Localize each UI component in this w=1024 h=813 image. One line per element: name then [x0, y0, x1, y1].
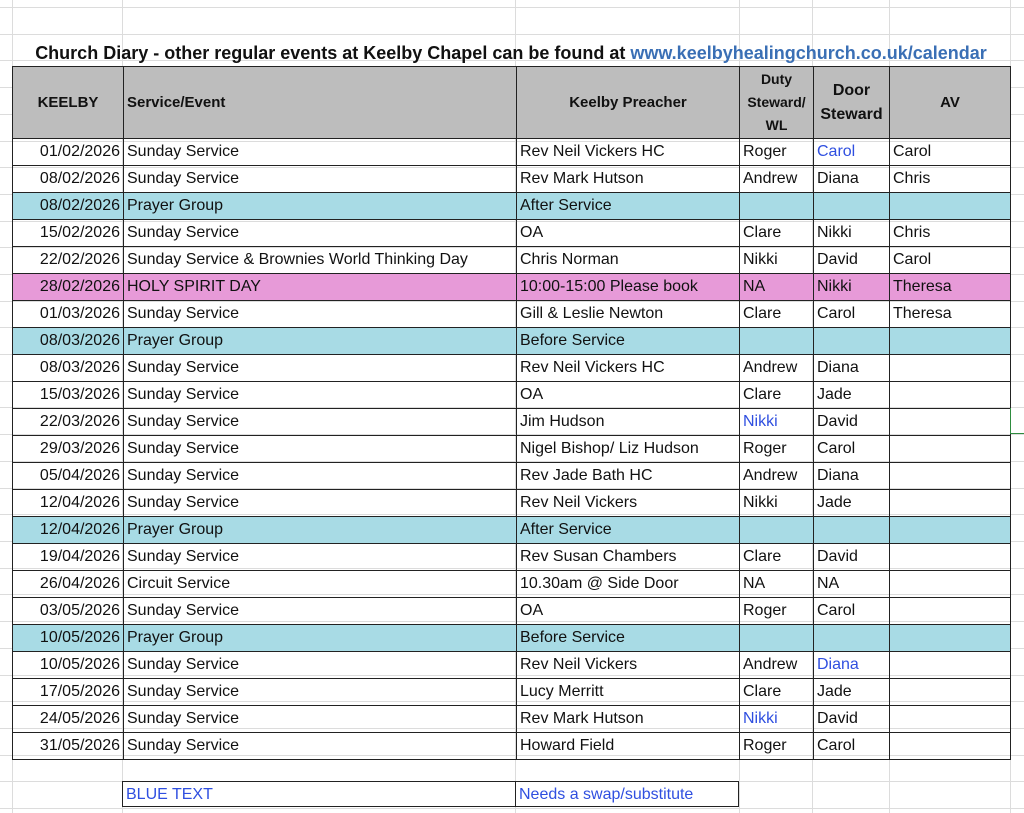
cell-date[interactable]: 22/03/2026 — [13, 409, 124, 436]
cell-event[interactable]: Sunday Service — [124, 139, 517, 166]
table-row — [13, 247, 1011, 274]
cell-door[interactable]: Jade — [814, 382, 890, 409]
cell-preacher[interactable]: Rev Mark Hutson — [517, 166, 740, 193]
cell-date[interactable]: 26/04/2026 — [13, 571, 124, 598]
cell-av[interactable] — [890, 436, 1011, 463]
cell-duty[interactable]: Andrew — [740, 463, 814, 490]
cell-door[interactable]: David — [814, 706, 890, 733]
cell-preacher[interactable]: Rev Neil Vickers HC — [517, 139, 740, 166]
cell-event[interactable]: Sunday Service — [124, 409, 517, 436]
cell-date[interactable]: 01/02/2026 — [13, 139, 124, 166]
cell-door[interactable]: David — [814, 247, 890, 274]
table-row — [13, 733, 1011, 760]
cell-preacher[interactable]: Lucy Merritt — [517, 679, 740, 706]
cell-av[interactable] — [890, 382, 1011, 409]
cell-av[interactable]: Carol — [890, 139, 1011, 166]
cell-preacher[interactable]: 10:00-15:00 Please book — [517, 274, 740, 301]
cell-date[interactable]: 12/04/2026 — [13, 490, 124, 517]
header-row — [13, 67, 1011, 139]
cell-date[interactable]: 24/05/2026 — [13, 706, 124, 733]
cell-av[interactable] — [890, 544, 1011, 571]
cell-event[interactable]: HOLY SPIRIT DAY — [124, 274, 517, 301]
cell-preacher[interactable]: Jim Hudson — [517, 409, 740, 436]
cell-av[interactable]: Chris — [890, 166, 1011, 193]
gridline — [0, 808, 1024, 809]
cell-preacher[interactable]: Gill & Leslie Newton — [517, 301, 740, 328]
cell-duty[interactable]: Clare — [740, 220, 814, 247]
cell-door[interactable]: Nikki — [814, 274, 890, 301]
prayer-group-row — [13, 517, 1011, 544]
cell-av[interactable] — [890, 517, 1011, 544]
cell-event[interactable]: Sunday Service — [124, 463, 517, 490]
cell-date[interactable]: 10/05/2026 — [13, 652, 124, 679]
legend-meaning[interactable]: Needs a swap/substitute — [515, 781, 739, 807]
cell-door[interactable]: Carol — [814, 139, 890, 166]
table-row — [13, 355, 1011, 382]
cell-event[interactable]: Sunday Service — [124, 652, 517, 679]
cell-event[interactable]: Sunday Service — [124, 301, 517, 328]
cell-date[interactable]: 08/02/2026 — [13, 166, 124, 193]
cell-av[interactable] — [890, 328, 1011, 355]
cell-av[interactable] — [890, 463, 1011, 490]
cell-av[interactable] — [890, 355, 1011, 382]
cell-duty[interactable]: Nikki — [740, 409, 814, 436]
cell-preacher[interactable]: Rev Jade Bath HC — [517, 463, 740, 490]
cell-event[interactable]: Circuit Service — [124, 571, 517, 598]
header-av[interactable]: AV — [890, 67, 1011, 139]
table-row — [13, 571, 1011, 598]
cell-date[interactable]: 08/03/2026 — [13, 355, 124, 382]
table-row — [13, 598, 1011, 625]
table-row — [13, 436, 1011, 463]
cell-preacher[interactable]: Rev Neil Vickers HC — [517, 355, 740, 382]
cell-duty[interactable]: Clare — [740, 544, 814, 571]
cell-date[interactable]: 28/02/2026 — [13, 274, 124, 301]
cell-duty[interactable]: Nikki — [740, 247, 814, 274]
cell-duty[interactable] — [740, 328, 814, 355]
cell-preacher[interactable]: Rev Mark Hutson — [517, 706, 740, 733]
selected-cell-outline — [1010, 408, 1024, 434]
table-row — [13, 382, 1011, 409]
cell-door[interactable] — [814, 193, 890, 220]
cell-preacher[interactable]: Before Service — [517, 625, 740, 652]
cell-preacher[interactable]: OA — [517, 382, 740, 409]
cell-door[interactable]: Carol — [814, 598, 890, 625]
header-event[interactable]: Service/Event — [124, 67, 517, 139]
cell-duty[interactable]: Andrew — [740, 355, 814, 382]
cell-duty[interactable]: Roger — [740, 733, 814, 760]
cell-preacher[interactable]: Rev Neil Vickers — [517, 490, 740, 517]
cell-av[interactable] — [890, 490, 1011, 517]
table-row — [13, 220, 1011, 247]
cell-duty[interactable]: Roger — [740, 598, 814, 625]
cell-date[interactable]: 22/02/2026 — [13, 247, 124, 274]
cell-door[interactable]: Carol — [814, 733, 890, 760]
cell-door[interactable]: Diana — [814, 166, 890, 193]
holy-spirit-day-row — [13, 274, 1011, 301]
cell-duty[interactable]: Nikki — [740, 490, 814, 517]
cell-duty[interactable] — [740, 625, 814, 652]
cell-duty[interactable]: Andrew — [740, 166, 814, 193]
cell-door[interactable]: Nikki — [814, 220, 890, 247]
cell-date[interactable]: 29/03/2026 — [13, 436, 124, 463]
cell-duty[interactable]: Andrew — [740, 652, 814, 679]
cell-duty[interactable]: Clare — [740, 301, 814, 328]
cell-event[interactable]: Sunday Service — [124, 355, 517, 382]
cell-duty[interactable]: Roger — [740, 436, 814, 463]
cell-door[interactable]: Jade — [814, 679, 890, 706]
cell-av[interactable]: Chris — [890, 220, 1011, 247]
cell-door[interactable] — [814, 328, 890, 355]
cell-av[interactable] — [890, 598, 1011, 625]
header-date[interactable]: KEELBY — [13, 67, 124, 139]
cell-av[interactable] — [890, 679, 1011, 706]
cell-event[interactable]: Sunday Service — [124, 382, 517, 409]
cell-av[interactable] — [890, 625, 1011, 652]
cell-date[interactable]: 08/02/2026 — [13, 193, 124, 220]
gridline — [0, 7, 1024, 8]
prayer-group-row — [13, 328, 1011, 355]
church-diary-table — [12, 66, 1011, 760]
page-title — [12, 40, 1010, 66]
table-row — [13, 652, 1011, 679]
cell-preacher[interactable]: After Service — [517, 193, 740, 220]
cell-duty[interactable]: NA — [740, 274, 814, 301]
header-door-steward[interactable]: Door Steward — [814, 67, 890, 139]
cell-event[interactable]: Sunday Service & Brownies World Thinking Day — [124, 247, 517, 274]
calendar-link[interactable]: www.keelbyhealingchurch.co.uk/calendar — [630, 43, 987, 63]
cell-duty[interactable]: Roger — [740, 139, 814, 166]
cell-door[interactable]: David — [814, 409, 890, 436]
cell-date[interactable]: 03/05/2026 — [13, 598, 124, 625]
cell-event[interactable]: Sunday Service — [124, 544, 517, 571]
header-duty-steward[interactable]: Duty Steward/ WL — [740, 67, 814, 139]
diary-body — [13, 139, 1011, 760]
cell-preacher[interactable]: Before Service — [517, 328, 740, 355]
cell-event[interactable]: Sunday Service — [124, 706, 517, 733]
cell-av[interactable] — [890, 409, 1011, 436]
cell-av[interactable] — [890, 571, 1011, 598]
cell-door[interactable] — [814, 625, 890, 652]
cell-av[interactable] — [890, 193, 1011, 220]
cell-preacher[interactable]: Rev Susan Chambers — [517, 544, 740, 571]
header-preacher[interactable]: Keelby Preacher — [517, 67, 740, 139]
cell-door[interactable]: Carol — [814, 301, 890, 328]
cell-preacher[interactable]: Howard Field — [517, 733, 740, 760]
cell-date[interactable]: 08/03/2026 — [13, 328, 124, 355]
cell-date[interactable]: 19/04/2026 — [13, 544, 124, 571]
cell-av[interactable]: Theresa — [890, 274, 1011, 301]
cell-event[interactable]: Sunday Service — [124, 598, 517, 625]
cell-av[interactable]: Carol — [890, 247, 1011, 274]
cell-event[interactable]: Prayer Group — [124, 328, 517, 355]
cell-door[interactable]: Diana — [814, 355, 890, 382]
cell-date[interactable]: 15/03/2026 — [13, 382, 124, 409]
table-row — [13, 166, 1011, 193]
cell-duty[interactable]: NA — [740, 571, 814, 598]
cell-event[interactable]: Prayer Group — [124, 625, 517, 652]
table-row — [13, 301, 1011, 328]
cell-event[interactable]: Sunday Service — [124, 220, 517, 247]
table-row — [13, 679, 1011, 706]
cell-duty[interactable]: Clare — [740, 382, 814, 409]
cell-duty[interactable] — [740, 193, 814, 220]
cell-preacher[interactable]: Chris Norman — [517, 247, 740, 274]
cell-door[interactable]: Jade — [814, 490, 890, 517]
table-row — [13, 409, 1011, 436]
cell-event[interactable]: Prayer Group — [124, 193, 517, 220]
cell-av[interactable] — [890, 733, 1011, 760]
cell-av[interactable]: Theresa — [890, 301, 1011, 328]
cell-preacher[interactable]: Rev Neil Vickers — [517, 652, 740, 679]
cell-door[interactable]: NA — [814, 571, 890, 598]
cell-event[interactable]: Prayer Group — [124, 517, 517, 544]
cell-date[interactable]: 01/03/2026 — [13, 301, 124, 328]
cell-door[interactable]: Carol — [814, 436, 890, 463]
cell-preacher[interactable]: OA — [517, 598, 740, 625]
cell-preacher[interactable]: OA — [517, 220, 740, 247]
cell-date[interactable]: 05/04/2026 — [13, 463, 124, 490]
cell-date[interactable]: 10/05/2026 — [13, 625, 124, 652]
prayer-group-row — [13, 193, 1011, 220]
cell-av[interactable] — [890, 706, 1011, 733]
cell-duty[interactable] — [740, 517, 814, 544]
cell-door[interactable]: David — [814, 544, 890, 571]
cell-door[interactable]: Diana — [814, 463, 890, 490]
title-text: Church Diary - other regular events at Keelby Chapel can be found at — [35, 43, 626, 63]
cell-date[interactable]: 12/04/2026 — [13, 517, 124, 544]
prayer-group-row — [13, 625, 1011, 652]
table-row — [13, 463, 1011, 490]
cell-duty[interactable]: Clare — [740, 679, 814, 706]
gridline — [0, 34, 1024, 35]
cell-preacher[interactable]: 10.30am @ Side Door — [517, 571, 740, 598]
legend-blue-text[interactable]: BLUE TEXT — [122, 781, 516, 807]
cell-event[interactable]: Sunday Service — [124, 733, 517, 760]
table-row — [13, 490, 1011, 517]
table-row — [13, 706, 1011, 733]
table-row — [13, 544, 1011, 571]
cell-event[interactable]: Sunday Service — [124, 436, 517, 463]
cell-event[interactable]: Sunday Service — [124, 166, 517, 193]
cell-door[interactable]: Diana — [814, 652, 890, 679]
table-row — [13, 139, 1011, 166]
cell-av[interactable] — [890, 652, 1011, 679]
cell-preacher[interactable]: After Service — [517, 517, 740, 544]
cell-preacher[interactable]: Nigel Bishop/ Liz Hudson — [517, 436, 740, 463]
cell-date[interactable]: 31/05/2026 — [13, 733, 124, 760]
cell-event[interactable]: Sunday Service — [124, 490, 517, 517]
cell-date[interactable]: 17/05/2026 — [13, 679, 124, 706]
cell-event[interactable]: Sunday Service — [124, 679, 517, 706]
cell-duty[interactable]: Nikki — [740, 706, 814, 733]
cell-door[interactable] — [814, 517, 890, 544]
cell-date[interactable]: 15/02/2026 — [13, 220, 124, 247]
